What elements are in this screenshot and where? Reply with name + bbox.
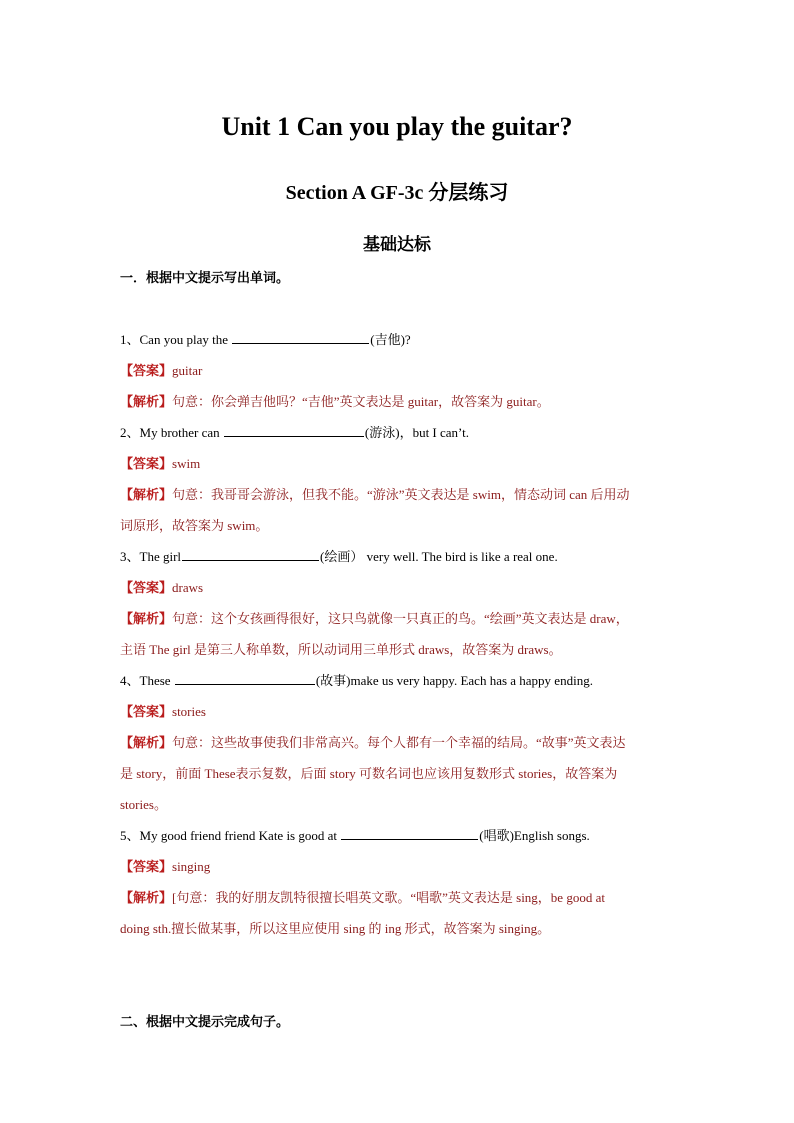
question-text-before: My good friend friend Kate is good at — [139, 828, 341, 843]
answer-label: 【答案】 — [120, 456, 173, 471]
question-2 — [120, 417, 680, 448]
analysis-4-continued: 是 story，前面 These表示复数，后面 story 可数名词也应该用复数形式 stories，故答案为 — [120, 766, 618, 781]
analysis-label: 【解析】 — [120, 890, 173, 905]
page-title: Unit 1 Can you play the guitar? — [221, 112, 573, 141]
analysis-label: 【解析】 — [120, 735, 173, 750]
question-number: 5、 — [120, 828, 140, 843]
question-1 — [120, 324, 680, 355]
spacer — [120, 293, 680, 324]
analysis-2-continued: 词原形，故答案为 swim。 — [120, 518, 269, 533]
section-two-heading: 二、根据中文提示完成句子。 — [120, 1014, 290, 1029]
question-text-before: These — [139, 673, 174, 688]
analysis-3 — [120, 603, 680, 634]
section-one-heading: 一．根据中文提示写出单词。 — [120, 270, 290, 285]
analysis-text: [句意：我的好朋友凯特很擅长唱英文歌。“唱歌”英文表达是 sing，be good at — [172, 890, 605, 905]
answer-label: 【答案】 — [120, 580, 173, 595]
answer-label: 【答案】 — [120, 704, 173, 719]
answer-value: stories — [172, 704, 206, 719]
analysis-text: 句意：这个女孩画得很好，这只鸟就像一只真正的鸟。“绘画”英文表达是 draw， — [172, 611, 629, 626]
answer-label: 【答案】 — [120, 363, 173, 378]
analysis-label: 【解析】 — [120, 394, 173, 409]
analysis-3-continued: 主语 The girl 是第三人称单数，所以动词用三单形式 draws，故答案为 draws。 — [120, 642, 562, 657]
question-text-after: (游泳)，but I can’t. — [364, 425, 470, 440]
answer-2 — [120, 448, 680, 479]
answer-value: guitar — [172, 363, 203, 378]
analysis-1 — [120, 386, 680, 417]
question-text-after: (绘画） very well. The bird is like a real one. — [320, 549, 558, 564]
spacer — [120, 944, 680, 1006]
question-5 — [120, 820, 680, 851]
answer-5 — [120, 851, 680, 882]
question-text-after: (唱歌)English songs. — [479, 828, 590, 843]
analysis-label: 【解析】 — [120, 611, 173, 626]
answer-1 — [120, 355, 680, 386]
answer-blank — [341, 825, 478, 840]
question-4 — [120, 665, 680, 696]
exercise-content — [120, 262, 680, 1037]
answer-value: singing — [172, 859, 211, 874]
page-subtitle: Section A GF-3c 分层练习 — [285, 182, 509, 204]
analysis-5-continued: doing sth.擅长做某事，所以这里应使用 sing 的 ing 形式，故答案为 singing。 — [120, 921, 551, 936]
answer-blank — [232, 329, 369, 344]
analysis-2 — [120, 479, 680, 510]
level-heading: 基础达标 — [363, 235, 431, 254]
answer-4 — [120, 696, 680, 727]
answer-3 — [120, 572, 680, 603]
analysis-label: 【解析】 — [120, 487, 173, 502]
question-text-after: (故事)make us very happy. Each has a happy ending. — [315, 673, 593, 688]
analysis-4-continued-2: stories。 — [120, 797, 167, 812]
question-text-before: The girl — [139, 549, 182, 564]
question-number: 3、 — [120, 549, 140, 564]
answer-blank — [224, 422, 364, 437]
question-text-after: (吉他)? — [370, 332, 411, 347]
answer-label: 【答案】 — [120, 859, 173, 874]
analysis-5 — [120, 882, 680, 913]
question-number: 2、 — [120, 425, 140, 440]
answer-blank — [182, 546, 319, 561]
answer-blank — [175, 670, 315, 685]
question-text-before: Can you play the — [139, 332, 232, 347]
question-number: 1、 — [120, 332, 140, 347]
analysis-text: 句意：你会弹吉他吗？“吉他”英文表达是 guitar，故答案为 guitar。 — [172, 394, 550, 409]
question-text-before: My brother can — [139, 425, 223, 440]
analysis-text: 句意：我哥哥会游泳，但我不能。“游泳”英文表达是 swim，情态动词 can 后用动 — [172, 487, 630, 502]
answer-value: swim — [172, 456, 201, 471]
analysis-4 — [120, 727, 680, 758]
question-3 — [120, 541, 680, 572]
question-number: 4、 — [120, 673, 140, 688]
answer-value: draws — [172, 580, 204, 595]
analysis-text: 句意：这些故事使我们非常高兴。每个人都有一个幸福的结局。“故事”英文表达 — [172, 735, 626, 750]
